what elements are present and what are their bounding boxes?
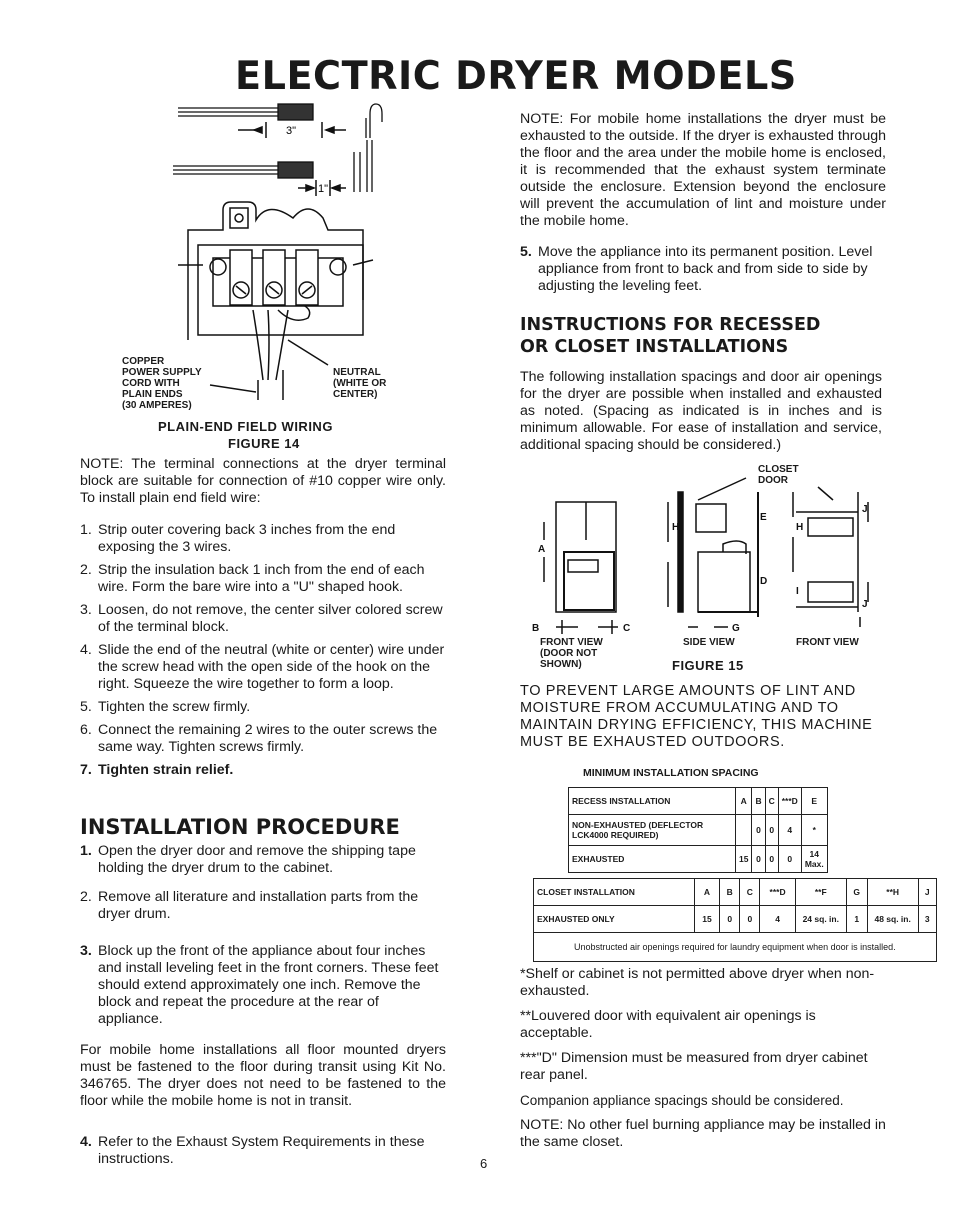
page-number: 6 (480, 1156, 488, 1171)
mobile-exhaust-note: NOTE: For mobile home installations the dryer must be exhausted to the outside. If the dryer is exhausted through the floor and the area under the mobile home is enclosed, it is recommended that the exhaust system terminate outside the enclosure. Extension beyond the enclosure will prevent the accumulation of lint and moisture under the mobile home. (520, 111, 886, 229)
list-item (80, 602, 446, 636)
table-header-cell: B (752, 788, 765, 815)
copper-label-line: (30 AMPERES) (122, 400, 192, 411)
step-number: 4. (80, 1134, 92, 1150)
table-row (534, 906, 937, 933)
table-header-cell: **F (795, 879, 846, 906)
list-item (80, 522, 446, 556)
table-cell: 48 sq. in. (867, 906, 918, 933)
step-5 (520, 244, 886, 295)
table-header-cell: G (846, 879, 867, 906)
table-cell: 0 (720, 906, 740, 933)
table-cell: 15 (694, 906, 719, 933)
dim-letter-d: D (760, 576, 768, 587)
step-text: Block up the front of the appliance about four inches and install leveling feet in the front corners. These feet should extend approximately one inch. Remove the block and repeat the procedure at the rear of appliance. (98, 943, 439, 1027)
footnote: Companion appliance spacings should be considered. (520, 1093, 844, 1108)
dim-letter-b: B (532, 623, 540, 634)
dim-letter-h: H (672, 522, 680, 533)
step-number: 5. (520, 244, 532, 260)
list-item (80, 889, 446, 923)
table-row (534, 879, 937, 906)
table-cell: 24 sq. in. (795, 906, 846, 933)
front-view-1-title: FRONT VIEW (540, 637, 603, 648)
figure-14-number: FIGURE 14 (228, 436, 300, 451)
table-cell: EXHAUSTED (569, 846, 736, 873)
mobile-home-paragraph: For mobile home installations all floor mounted dryers must be fastened to the floor during transit using Kit No. 346765. The dryer does not need to be fastened to the floor while the mobile home is not in transit. (80, 1042, 446, 1109)
table-cell (736, 815, 752, 846)
table-cell: 15 (736, 846, 752, 873)
footnote: NOTE: No other fuel burning appliance may be installed in the same closet. (520, 1117, 886, 1150)
copper-label-line: COPPER (122, 356, 165, 367)
recessed-heading-line: OR CLOSET INSTALLATIONS (520, 337, 789, 357)
table-row (569, 815, 828, 846)
table-header-cell: **H (867, 879, 918, 906)
dim-letter-i: I (796, 586, 799, 597)
figure-14-caption: PLAIN-END FIELD WIRING (158, 419, 333, 434)
list-item (80, 843, 446, 877)
step-text: Open the dryer door and remove the shipping tape holding the dryer drum to the cabinet. (98, 843, 416, 876)
table-cell: 0 (778, 846, 801, 873)
neutral-label-line: NEUTRAL (333, 367, 381, 378)
step-number: 1. (80, 522, 92, 538)
table-header-cell: C (765, 788, 778, 815)
copper-label-line: PLAIN ENDS (122, 389, 183, 400)
table-cell: 0 (740, 906, 760, 933)
dim-letter-a: A (538, 544, 546, 555)
dim-3in-label: 3" (286, 125, 297, 137)
table-header-cell: A (736, 788, 752, 815)
recessed-heading (520, 314, 820, 358)
table-cell: 4 (760, 906, 795, 933)
table-cell: 0 (765, 846, 778, 873)
installation-step-4 (80, 1134, 446, 1168)
recess-spacing-table (568, 787, 828, 873)
closet-spacing-table (533, 878, 937, 962)
list-item (80, 722, 446, 756)
dim-letter-c: C (623, 623, 631, 634)
front-view-1-sub: (DOOR NOT (540, 648, 598, 659)
footnote: **Louvered door with equivalent air openings is acceptable. (520, 1008, 816, 1041)
dim-letter-g: G (732, 623, 740, 634)
step-number: 5. (80, 699, 92, 715)
table-header-cell: RECESS INSTALLATION (569, 788, 736, 815)
table-header-cell: ***D (778, 788, 801, 815)
terminal-note: NOTE: The terminal connections at the dryer terminal block are suitable for connection of #10 copper wire only. To install plain end field wire: (80, 456, 446, 506)
table-cell: * (801, 815, 827, 846)
table-header-cell: ***D (760, 879, 795, 906)
front-view-2-label: FRONT VIEW (796, 637, 859, 648)
dim-letter-h2: H (796, 522, 804, 533)
footnotes (520, 966, 886, 1151)
table-header-cell: B (720, 879, 740, 906)
installation-heading: INSTALLATION PROCEDURE (80, 815, 400, 839)
table-footnote-cell: Unobstructed air openings required for laundry equipment when door is installed. (534, 933, 937, 962)
table-cell: 0 (752, 815, 765, 846)
list-item (80, 699, 446, 716)
step-text: Move the appliance into its permanent position. Level appliance from front to back and from side to side by adjusting the leveling feet. (538, 244, 873, 294)
list-item (80, 642, 446, 693)
step-text: Refer to the Exhaust System Requirements in these instructions. (98, 1134, 425, 1167)
recessed-paragraph (520, 369, 882, 454)
neutral-label-line: CENTER) (333, 389, 378, 400)
step-text: Strip outer covering back 3 inches from the end exposing the 3 wires. (98, 522, 396, 555)
page-title: ELECTRIC DRYER MODELS (235, 54, 797, 99)
closet-door-label (758, 464, 799, 486)
wiring-steps-list (80, 522, 446, 779)
step-number: 6. (80, 722, 92, 738)
front-view-1-label (540, 637, 603, 670)
step-text: Strip the insulation back 1 inch from the end of each wire. Form the bare wire into a "U" shaped hook. (98, 562, 425, 595)
table-row (569, 788, 828, 815)
dim-letter-j: J (862, 504, 868, 515)
table-row (534, 933, 937, 962)
side-view-label: SIDE VIEW (683, 637, 735, 648)
copper-label-line: CORD WITH (122, 378, 180, 389)
front-view-1-sub: SHOWN) (540, 659, 582, 670)
neutral-wire-label (333, 367, 386, 400)
table-cell: 0 (752, 846, 765, 873)
recessed-text: The following installation spacings and door air openings for the dryer are possible when installed and exhausted as noted. (Spacing as indicated is in inches and is minimum allowable. For ease of installation and service, additional spacing should be considered.) (520, 369, 882, 453)
neutral-label-line: (WHITE OR (333, 378, 387, 389)
table-cell: EXHAUSTED ONLY (534, 906, 695, 933)
table-row (569, 846, 828, 873)
step-number: 3. (80, 602, 92, 618)
list-item (80, 562, 446, 596)
table-cell: 14 Max. (801, 846, 827, 873)
step-number: 7. (80, 762, 92, 778)
table-cell: 4 (778, 815, 801, 846)
dim-1in-label: 1" (318, 183, 329, 195)
dim-letter-j2: J (862, 599, 868, 610)
right-column-top (520, 111, 886, 301)
table-header-cell: CLOSET INSTALLATION (534, 879, 695, 906)
step-text: Tighten the screw firmly. (98, 699, 251, 715)
closet-door-line: DOOR (758, 475, 788, 486)
step-number: 1. (80, 843, 92, 859)
step-number: 2. (80, 889, 92, 905)
installation-steps (80, 843, 446, 1174)
table-cell: 1 (846, 906, 867, 933)
table-cell: NON-EXHAUSTED (DEFLECTOR LCK4000 REQUIRED) (569, 815, 736, 846)
table-header-cell: J (918, 879, 936, 906)
table-header-cell: E (801, 788, 827, 815)
table-cell: 3 (918, 906, 936, 933)
step-number: 2. (80, 562, 92, 578)
table-header-cell: C (740, 879, 760, 906)
list-item (80, 943, 446, 1028)
step-text: Remove all literature and installation parts from the dryer drum. (98, 889, 419, 922)
step-text: Connect the remaining 2 wires to the outer screws the same way. Tighten screws firmly. (98, 722, 438, 755)
table-header-cell: A (694, 879, 719, 906)
list-item (520, 244, 886, 295)
step-text: Slide the end of the neutral (white or center) wire under the screw head with the open side of the hook on the right. Squeeze the wire together to form a loop. (98, 642, 445, 692)
list-item (80, 1134, 446, 1168)
copper-supply-label (122, 356, 202, 411)
left-column (80, 456, 446, 785)
footnote: ***"D" Dimension must be measured from dryer cabinet rear panel. (520, 1050, 868, 1083)
list-item (80, 762, 446, 779)
table-cell: 0 (765, 815, 778, 846)
step-text: Loosen, do not remove, the center silver colored screw of the terminal block. (98, 602, 443, 635)
prevent-lint-warning: TO PREVENT LARGE AMOUNTS OF LINT AND MOISTURE FROM ACCUMULATING AND TO MAINTAIN DRYING EFFICIENCY, THIS MACHINE MUST BE EXHAUSTED OUTDOORS. (520, 683, 873, 750)
dim-letter-e: E (760, 512, 767, 523)
footnote: *Shelf or cabinet is not permitted above dryer when non-exhausted. (520, 966, 875, 999)
step-text: Tighten strain relief. (98, 762, 234, 778)
spacing-title: MINIMUM INSTALLATION SPACING (583, 767, 759, 779)
closet-door-line: CLOSET (758, 464, 799, 475)
copper-label-line: POWER SUPPLY (122, 367, 202, 378)
figure-15-number: FIGURE 15 (672, 658, 744, 673)
installation-steps-list (80, 843, 446, 1028)
step-number: 3. (80, 943, 92, 959)
recessed-heading-line: INSTRUCTIONS FOR RECESSED (520, 315, 821, 335)
step-number: 4. (80, 642, 92, 658)
